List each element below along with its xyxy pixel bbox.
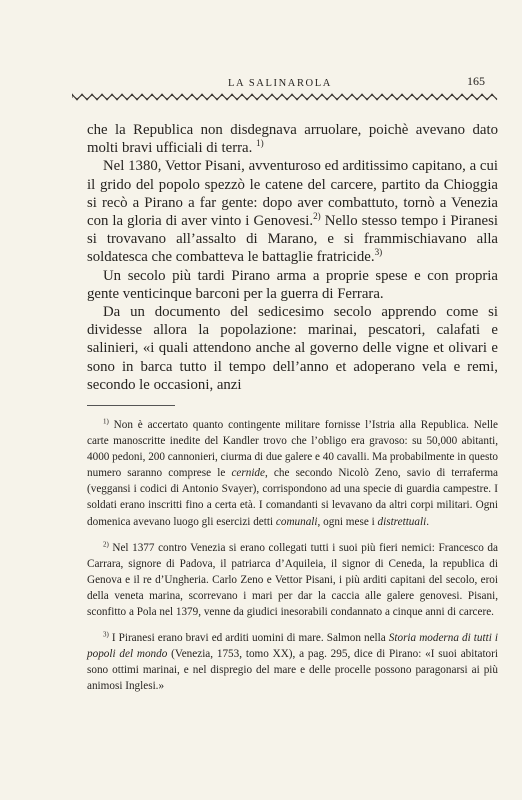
- body-paragraph: [87, 303, 498, 394]
- footnote-rule: [87, 405, 175, 406]
- footnote-text: (Venezia, 1753, tomo XX), a pag. 295, dice di Pirano: «I suoi abitatori sono ottimi marinai, e nel dispregio del mare e delle procelle possono paragonarsi ai più animosi Inglesi.»: [87, 648, 498, 693]
- paragraph-text: Nel 1380, Vettor Pisani, avventuroso ed arditissimo capitano, a cui il grido del popolo spezzò le catene del carcere, partito da Chioggia si recò a Pirano a far gente: dopo aver combattuto, tornò a Venezia con la gloria di aver vinto i Genovesi.: [87, 158, 498, 230]
- footnote-text: Non è accertato quanto contingente militare fornisse l’Istria alla Republica. Nelle carte manoscritte inedite del Kandler trovo che l’obligo era gravoso: su 50,000 abitanti, 4000 pedoni, 200 cannonieri, ciurma di due galere e 40 cavalli. Ma probabilmente in questo numero saranno comprese le: [87, 419, 499, 480]
- footnote-ref: 2): [313, 211, 321, 222]
- body-paragraph: [87, 157, 498, 266]
- paragraph-text: Un secolo più tardi Pirano arma a proprie spese e con propria gente venticinque barconi per la guerra di Ferrara.: [87, 267, 498, 302]
- footnote: [87, 417, 498, 530]
- footnote: [87, 630, 498, 694]
- footnote-text: Nel 1377 contro Venezia si erano collegati tutti i suoi più fieri nemici: Francesco da Carrara, signore di Padova, il patriarca d’Aquileia, il signor di Ceneda, la republica di Genova e il re d’Ungheria. Carlo Zeno e Vettor Pisani, i più arditi capitani del secolo, eroi della veneta marina, scorrevano i mari per dar la caccia alle galere genovesi. Pisani, sconfitto a Pola nel 1379, venne da giudici inesorabili condannato a cinque anni di carcere.: [87, 541, 498, 619]
- page-number: 165: [467, 74, 485, 88]
- footnote-italic-text: cernide: [231, 467, 265, 480]
- footnote-italic-text: Storia moderna di tutti i popoli del mondo: [87, 632, 498, 661]
- footnote-text: I Piranesi erano bravi ed arditi uomini di mare. Salmon nella: [111, 632, 389, 645]
- paragraph-text: che la Republica non disdegnava arruolare, poichè avevano dato molti bravi ufficiali di terra.: [87, 122, 498, 157]
- paragraph-text: Nello stesso tempo i Piranesi si trovavano all’assalto di Marano, e si frammischiavano alla soldatesca che combatteva le battaglie fratricide.: [87, 213, 498, 266]
- footnote-ref: 1): [256, 138, 264, 149]
- footnote-marker: 2): [103, 539, 109, 548]
- footnote-text: .: [426, 515, 430, 528]
- wavy-line-ornament-icon: [72, 92, 498, 102]
- footnote-italic-text: distrettuali: [377, 515, 427, 528]
- footnote-marker: 3): [103, 630, 109, 639]
- footnote-text: , ogni mese i: [317, 515, 378, 528]
- body-paragraph: [87, 267, 498, 303]
- footnotes: [87, 417, 498, 705]
- footnote-text: , che secondo Nicolò Zeno, savio di terraferma (veggansi i codici di Antonio Svayer), corrispondono ad una specie di guardia campestre. I soldati erano inscritti fino a certa età. I comandanti si levavano da altri corpi militari. Ogni domenica avevano luogo gli esercizi detti: [87, 467, 499, 528]
- footnote-italic-text: comunali: [275, 515, 318, 528]
- footnote-marker: 1): [103, 417, 109, 426]
- body-text: [87, 121, 498, 394]
- running-title: LA SALINAROLA: [228, 78, 332, 89]
- footnote: [87, 540, 498, 620]
- body-paragraph: [87, 121, 498, 157]
- footnote-ref: 3): [374, 247, 383, 258]
- paragraph-text: Da un documento del sedicesimo secolo apprendo come si dividesse allora la popolazione: marinai, pescatori, calafati e salinieri, «i quali attendono anche al governo delle vigne et olivari e sono in barca tutto il tempo dell’anno et adoperano vela e remi, secondo le occasioni, anzi: [87, 304, 498, 393]
